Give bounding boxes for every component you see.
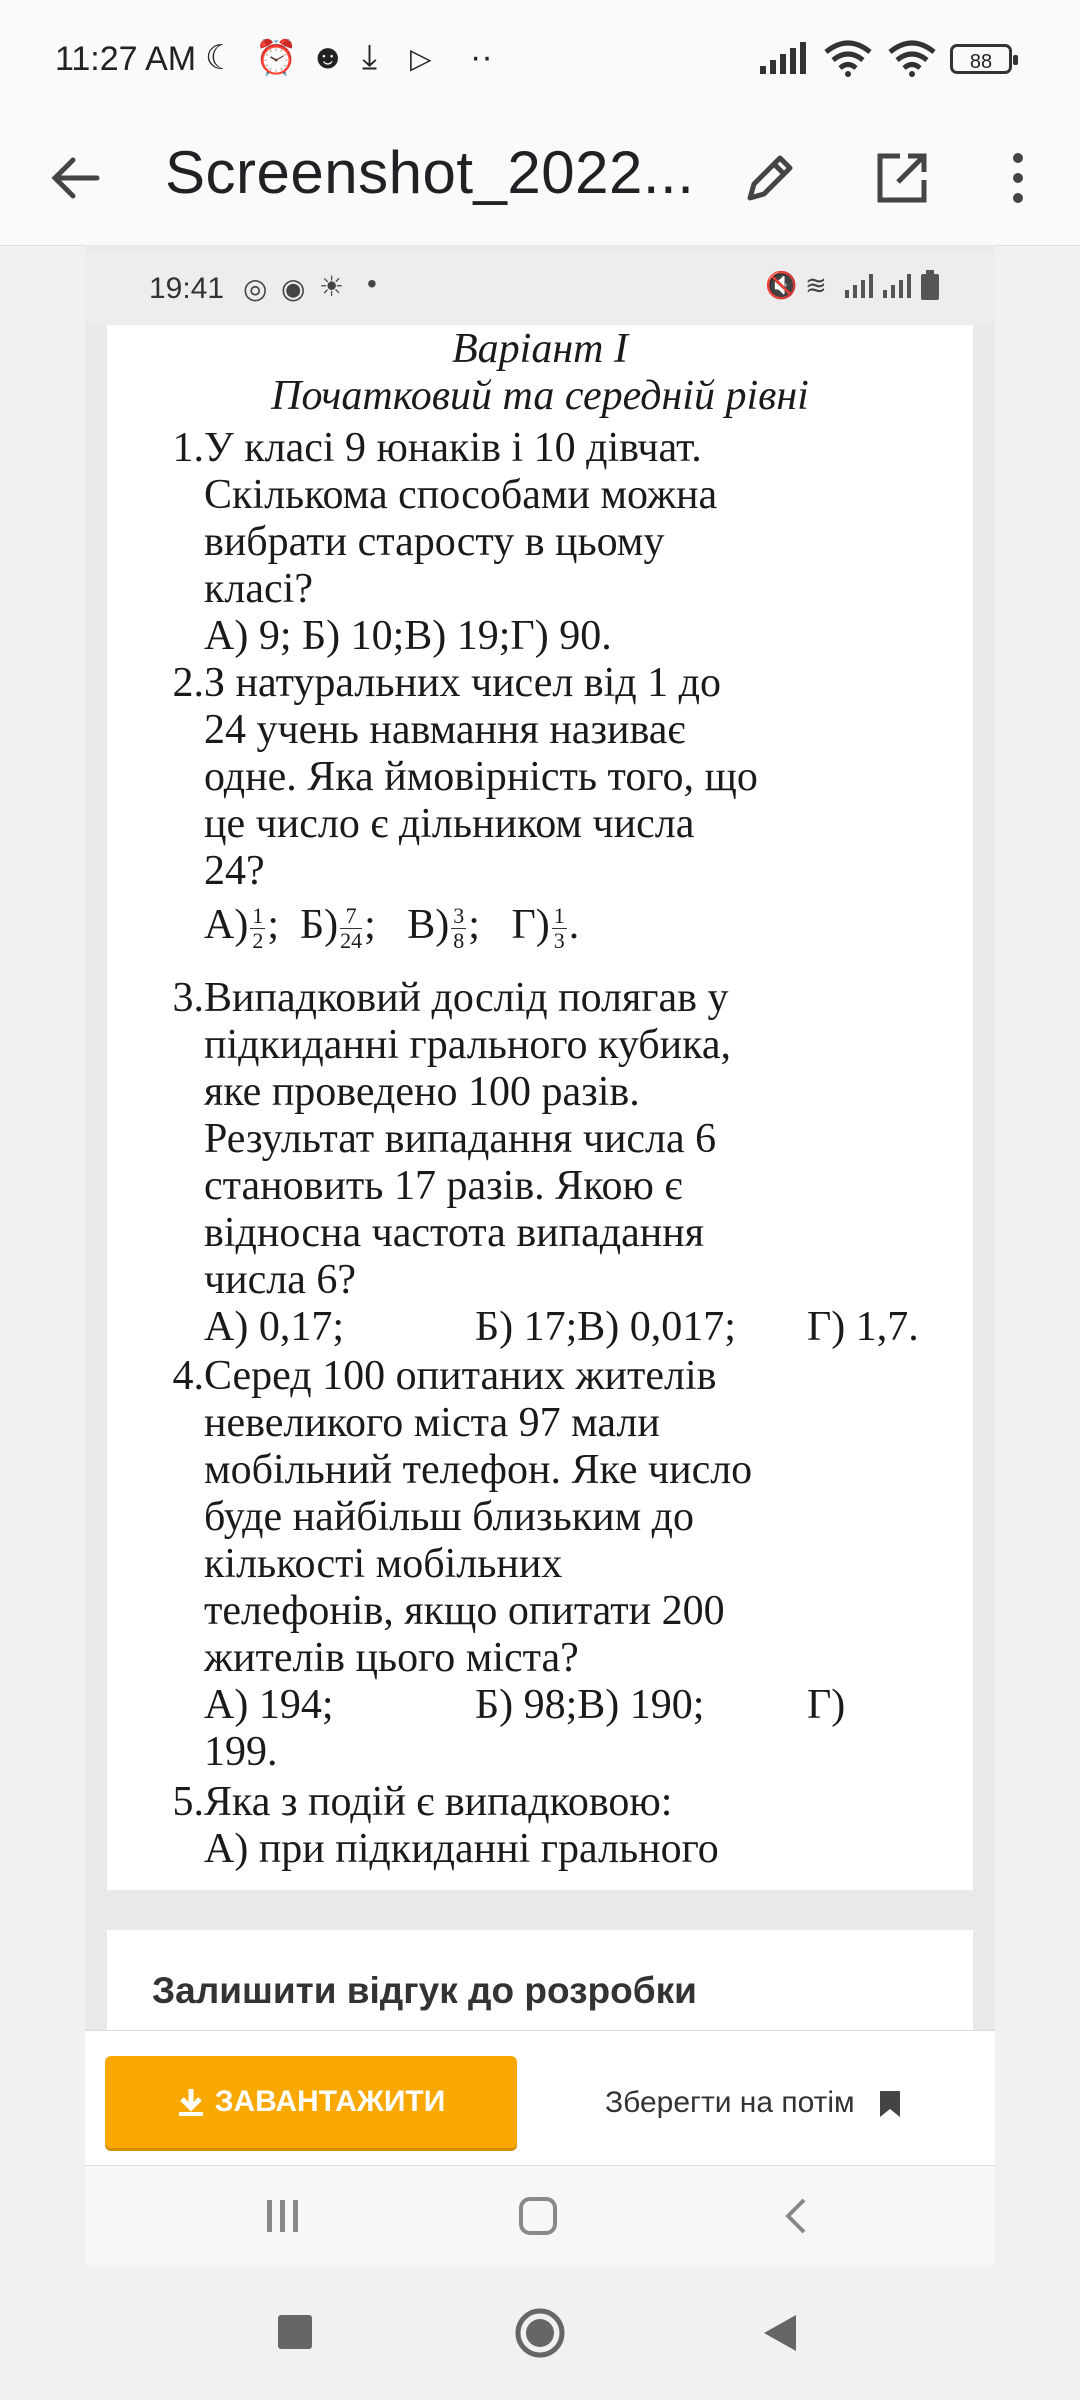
option-separator: ; xyxy=(364,902,376,948)
question-text-line: Скількома способами можна xyxy=(204,472,718,518)
fraction-denominator: 2 xyxy=(252,927,264,953)
back-button[interactable] xyxy=(35,138,115,218)
question-text-line: становить 17 разів. Якою є xyxy=(204,1163,683,1209)
question-text-line: Результат випадання числа 6 xyxy=(204,1116,717,1162)
question-1 xyxy=(204,425,904,660)
home-icon xyxy=(518,2196,558,2236)
option-label: В) xyxy=(407,902,450,948)
question-text-line: класі? xyxy=(204,566,313,612)
inner-navigation-bar xyxy=(85,2165,995,2266)
feedback-title: Залишити відгук до розробки xyxy=(152,1970,697,2011)
pencil-icon xyxy=(742,150,798,206)
option-label: Б) xyxy=(300,902,339,948)
save-later-label: Зберегти на потім xyxy=(605,2086,855,2119)
answer-option: А) 0,17; xyxy=(204,1304,344,1350)
question-5 xyxy=(204,1779,904,1873)
recents-icon xyxy=(265,2198,301,2234)
battery-indicator: 88 xyxy=(950,44,1012,74)
level-heading: Початковий та середній рівні xyxy=(271,373,809,419)
question-text-line: кількості мобільних xyxy=(204,1541,563,1587)
question-text-line: жителів цього міста? xyxy=(204,1635,579,1681)
question-text-line: 24 учень навмання називає xyxy=(204,707,686,753)
option-label: А) xyxy=(204,902,249,948)
back-arrow-icon xyxy=(49,156,101,200)
alarm-icon: ⏰ xyxy=(255,39,298,77)
fraction-denominator: 24 xyxy=(340,927,363,953)
fraction-numerator: 7 xyxy=(340,904,362,929)
app-bar xyxy=(0,120,1080,246)
wifi-link-icon xyxy=(822,40,874,78)
dot-icon: • xyxy=(367,268,377,299)
option-separator: ; xyxy=(267,902,279,948)
back-chevron-icon xyxy=(780,2196,810,2236)
fraction xyxy=(340,904,362,953)
question-3 xyxy=(204,975,904,1304)
open-with-button[interactable] xyxy=(862,138,942,218)
dnd-moon-icon: ☾ xyxy=(205,39,236,77)
inner-status-bar xyxy=(85,250,995,325)
question-number: 3. xyxy=(172,975,204,1021)
partial-option-line: А) при підкиданні грального xyxy=(204,1826,719,1872)
fraction xyxy=(250,904,265,953)
system-navigation-bar xyxy=(0,2265,1080,2400)
question-text-line: яке проведено 100 разів. xyxy=(204,1069,640,1115)
answer-option: Б) 98;В) 190; xyxy=(475,1682,705,1728)
wifi-icon xyxy=(886,40,938,78)
recents-button[interactable] xyxy=(278,2315,312,2349)
play-notification-icon: ▷ xyxy=(410,43,432,74)
file-title: Screenshot_2022... xyxy=(165,139,695,206)
download-button[interactable] xyxy=(105,2056,517,2148)
download-icon xyxy=(177,2087,205,2117)
variant-heading: Варіант І xyxy=(452,326,628,372)
question-text-line: одне. Яка ймовірність того, що xyxy=(204,754,758,800)
question-text-line: підкиданні грального кубика, xyxy=(204,1022,732,1068)
weather-icon: ☀ xyxy=(319,271,345,302)
fraction-options xyxy=(204,902,579,962)
open-external-icon xyxy=(874,150,930,206)
fraction-numerator: 1 xyxy=(553,902,565,928)
more-vert-icon xyxy=(1008,150,1028,206)
status-bar xyxy=(0,0,1080,120)
question-text-line: З натуральних чисел від 1 до xyxy=(204,660,722,706)
inner-battery-icon xyxy=(921,270,939,300)
question-text-line: мобільний телефон. Яке число xyxy=(204,1447,753,1493)
question-text-line: телефонів, якщо опитати 200 xyxy=(204,1588,725,1634)
question-text-line: 24? xyxy=(204,848,265,894)
more-notifications-icon: ·· xyxy=(470,38,493,76)
answer-option: Б) 17;В) 0,017; xyxy=(475,1304,736,1350)
question-number: 4. xyxy=(172,1353,204,1399)
question-text-line: Яка з подій є випадковою: xyxy=(204,1779,673,1825)
save-later-button[interactable] xyxy=(605,2086,903,2120)
signal-icon xyxy=(760,42,810,76)
download-notification-icon: ⤓ xyxy=(362,38,378,76)
question-text-line: Випадковий дослід полягав у xyxy=(204,975,729,1021)
option-label: Г) xyxy=(511,902,550,948)
answer-option: Г) xyxy=(807,1682,846,1728)
instagram-icon: ◎ xyxy=(243,273,268,304)
question-text-line: відносна частота випадання xyxy=(204,1210,705,1256)
answer-option: А) 194; xyxy=(204,1682,334,1728)
question-4 xyxy=(204,1353,904,1682)
inner-status-time: 19:41 xyxy=(149,272,225,305)
fraction-denominator: 8 xyxy=(453,927,465,953)
app-notification-icon: ☻ xyxy=(310,38,346,76)
chrome-icon: ◉ xyxy=(281,273,306,304)
inner-signal-1-icon xyxy=(845,274,877,298)
option-separator: . xyxy=(568,902,580,948)
download-label: ЗАВАНТАЖИТИ xyxy=(214,2085,446,2118)
status-time: 11:27 AM xyxy=(55,40,197,78)
mute-icon: 🔇 xyxy=(765,270,798,300)
question-text-line: невеликого міста 97 мали xyxy=(204,1400,660,1446)
inner-wifi-icon: ≋ xyxy=(805,270,827,300)
fraction xyxy=(451,904,466,953)
home-button[interactable] xyxy=(514,2307,566,2359)
question-number: 1. xyxy=(172,425,204,471)
question-number: 2. xyxy=(172,660,204,706)
more-options-button[interactable] xyxy=(978,138,1058,218)
fraction-numerator: 3 xyxy=(453,902,465,928)
answer-option-continued: 199. xyxy=(204,1729,278,1775)
bottom-action-bar xyxy=(85,2030,995,2166)
question-number: 5. xyxy=(172,1779,204,1825)
question-text-line: Серед 100 опитаних жителів xyxy=(204,1353,717,1399)
bookmark-icon xyxy=(877,2089,903,2119)
question-text-line: це число є дільником числа xyxy=(204,801,695,847)
document-page xyxy=(107,325,973,1890)
fraction-denominator: 3 xyxy=(553,927,565,953)
fraction-numerator: 1 xyxy=(252,902,264,928)
question-2 xyxy=(204,660,904,895)
fraction xyxy=(552,904,567,953)
option-separator: ; xyxy=(468,902,480,948)
question-text-line: числа 6? xyxy=(204,1257,356,1303)
edit-button[interactable] xyxy=(730,138,810,218)
question-text-line: У класі 9 юнаків і 10 дівчат. xyxy=(204,425,702,471)
answer-option: Г) 1,7. xyxy=(807,1304,919,1350)
question-text-line: вибрати старосту в цьому xyxy=(204,519,665,565)
question-text-line: буде найбільш близьким до xyxy=(204,1494,695,1540)
inner-signal-2-icon xyxy=(883,274,915,298)
back-triangle-button[interactable] xyxy=(760,2311,800,2355)
answer-options: А) 9; Б) 10;В) 19;Г) 90. xyxy=(204,613,612,659)
